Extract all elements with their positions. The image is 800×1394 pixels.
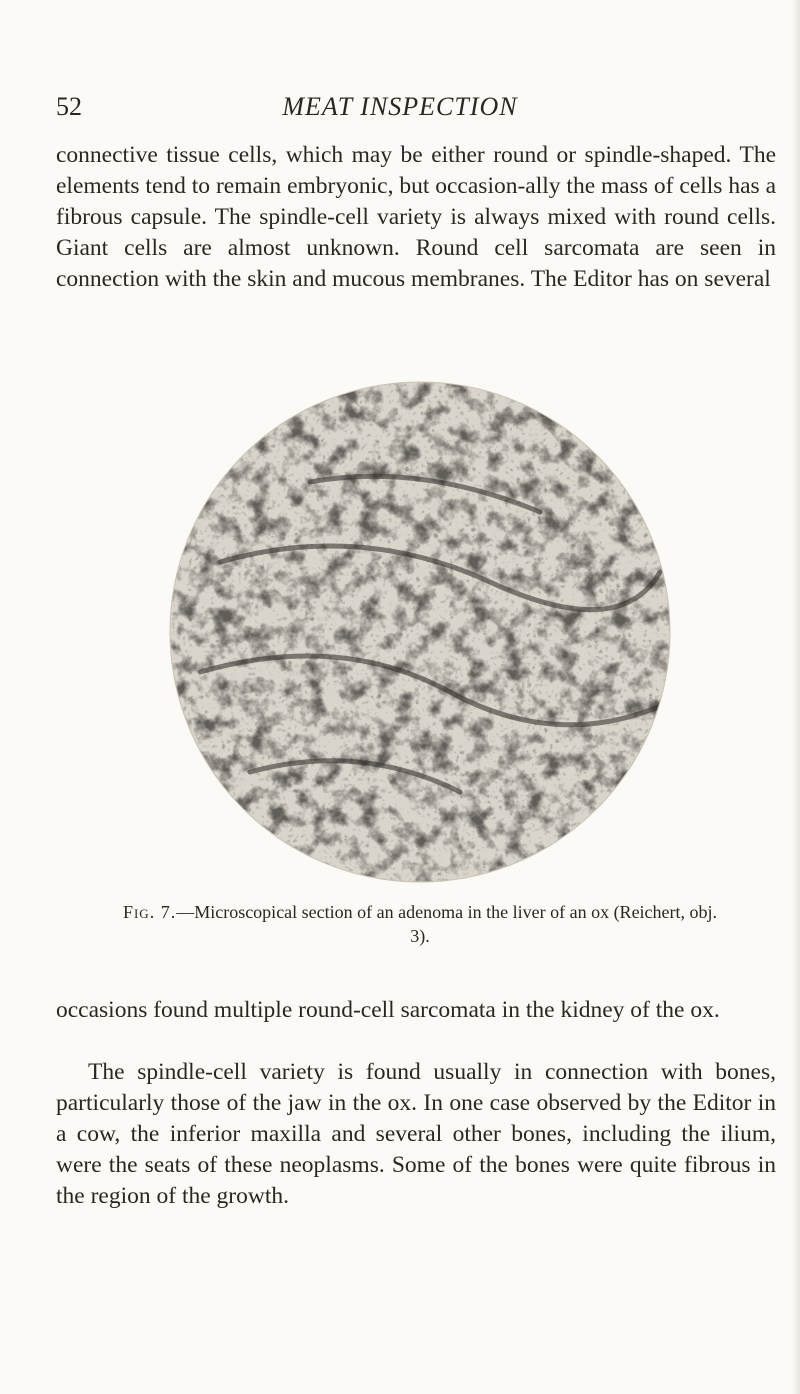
micrograph-image — [160, 372, 680, 892]
paragraph: The spindle-cell variety is found usually in connection with bones, particularly those of the jaw in the ox. In one case observed by the Editor in a cow, the inferior maxilla and several other bones, including the ilium, were the seats of these neoplasms. Some of the bones were quite fibrous in the region of the growth. — [56, 1059, 776, 1209]
figure-caption — [120, 900, 720, 948]
page-number: 52 — [56, 92, 82, 121]
page-edge-shadow — [792, 0, 800, 1394]
figure-label: Fig. 7. — [122, 902, 177, 922]
micrograph-figure — [160, 372, 680, 892]
figure-caption-text: —Microscopical section of an adenoma in the liver of an ox (Reichert, obj. 3). — [176, 902, 718, 946]
paragraph: connective tissue cells, which may be either round or spindle-shaped. The elements tend to remain embryonic, but occasion-ally the mass of cells has a fibrous capsule. The spindle-cell variety is always mixed with round cells. Giant cells are almost unknown. Round cell sarcomata are seen in connection with the skin and mucous membranes. The Editor has on several — [56, 142, 776, 292]
running-head: MEAT INSPECTION — [282, 92, 518, 121]
paragraph: occasions found multiple round-cell sarcomata in the kidney of the ox. — [56, 997, 720, 1023]
